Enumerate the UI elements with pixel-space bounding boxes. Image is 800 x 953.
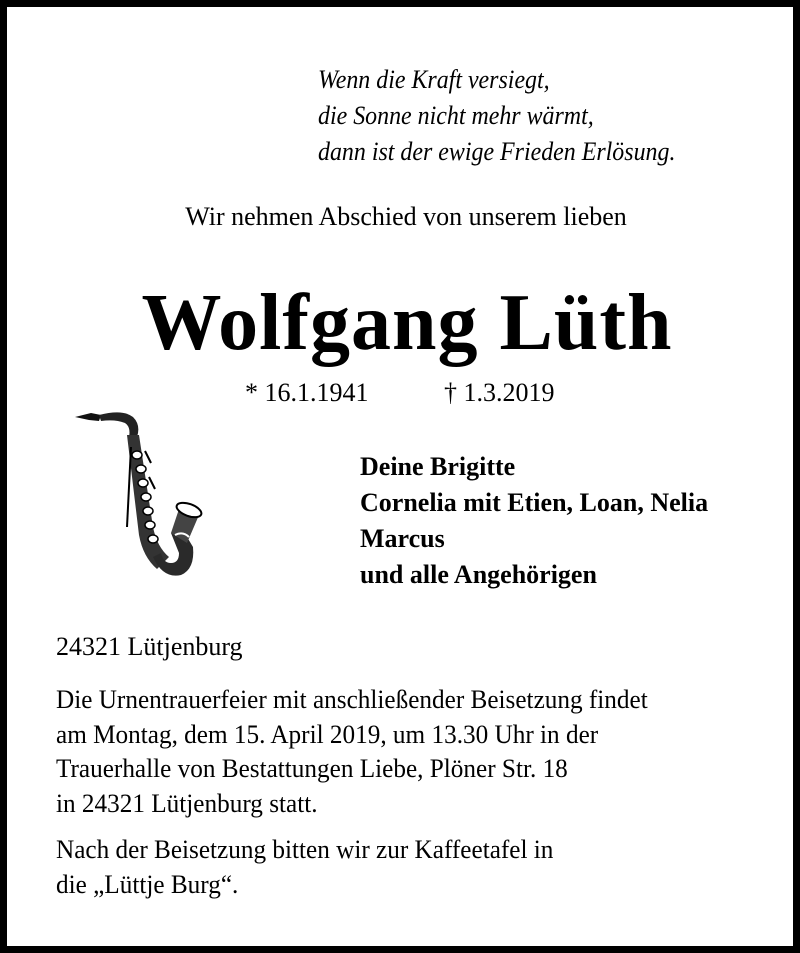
poem-line: dann ist der ewige Frieden Erlösung. [318,137,676,166]
reception-line: Nach der Beisetzung bitten wir zur Kaffeetafel in [56,835,554,864]
ceremony-line: Die Urnentrauerfeier mit anschließender Beisetzung findet [56,685,648,714]
intro-line: Wir nehmen Abschied von unserem lieben [185,202,627,231]
poem-line: Wenn die Kraft versiegt, [318,65,550,94]
poem [318,62,675,170]
birth-date: * 16.1.1941 [245,378,369,407]
ceremony-line: in 24321 Lütjenburg statt. [56,788,318,818]
intro-text [7,199,800,235]
ceremony-details [56,683,648,821]
death-date: † 1.3.2019 [444,378,555,407]
mourners-list [360,449,708,593]
ceremony-line: Trauerhalle von Bestattungen Liebe, Plöner Str. 18 [56,754,568,783]
poem-line: die Sonne nicht mehr wärmt, [318,101,594,130]
mourner-line: und alle Angehörigen [360,560,597,589]
reception-details [56,833,553,902]
mourner-line: Marcus [360,524,445,553]
reception-line: die „Lüttje Burg“. [56,869,239,899]
ceremony-line: am Montag, dem 15. April 2019, um 13.30 Uhr in der [56,719,599,749]
saxophone-icon [71,407,206,587]
deceased-name: Wolfgang Lüth [141,279,673,367]
mourner-line: Cornelia mit Etien, Loan, Nelia [360,488,709,517]
mourner-line: Deine Brigitte [360,452,516,481]
location: 24321 Lütjenburg [56,632,243,661]
